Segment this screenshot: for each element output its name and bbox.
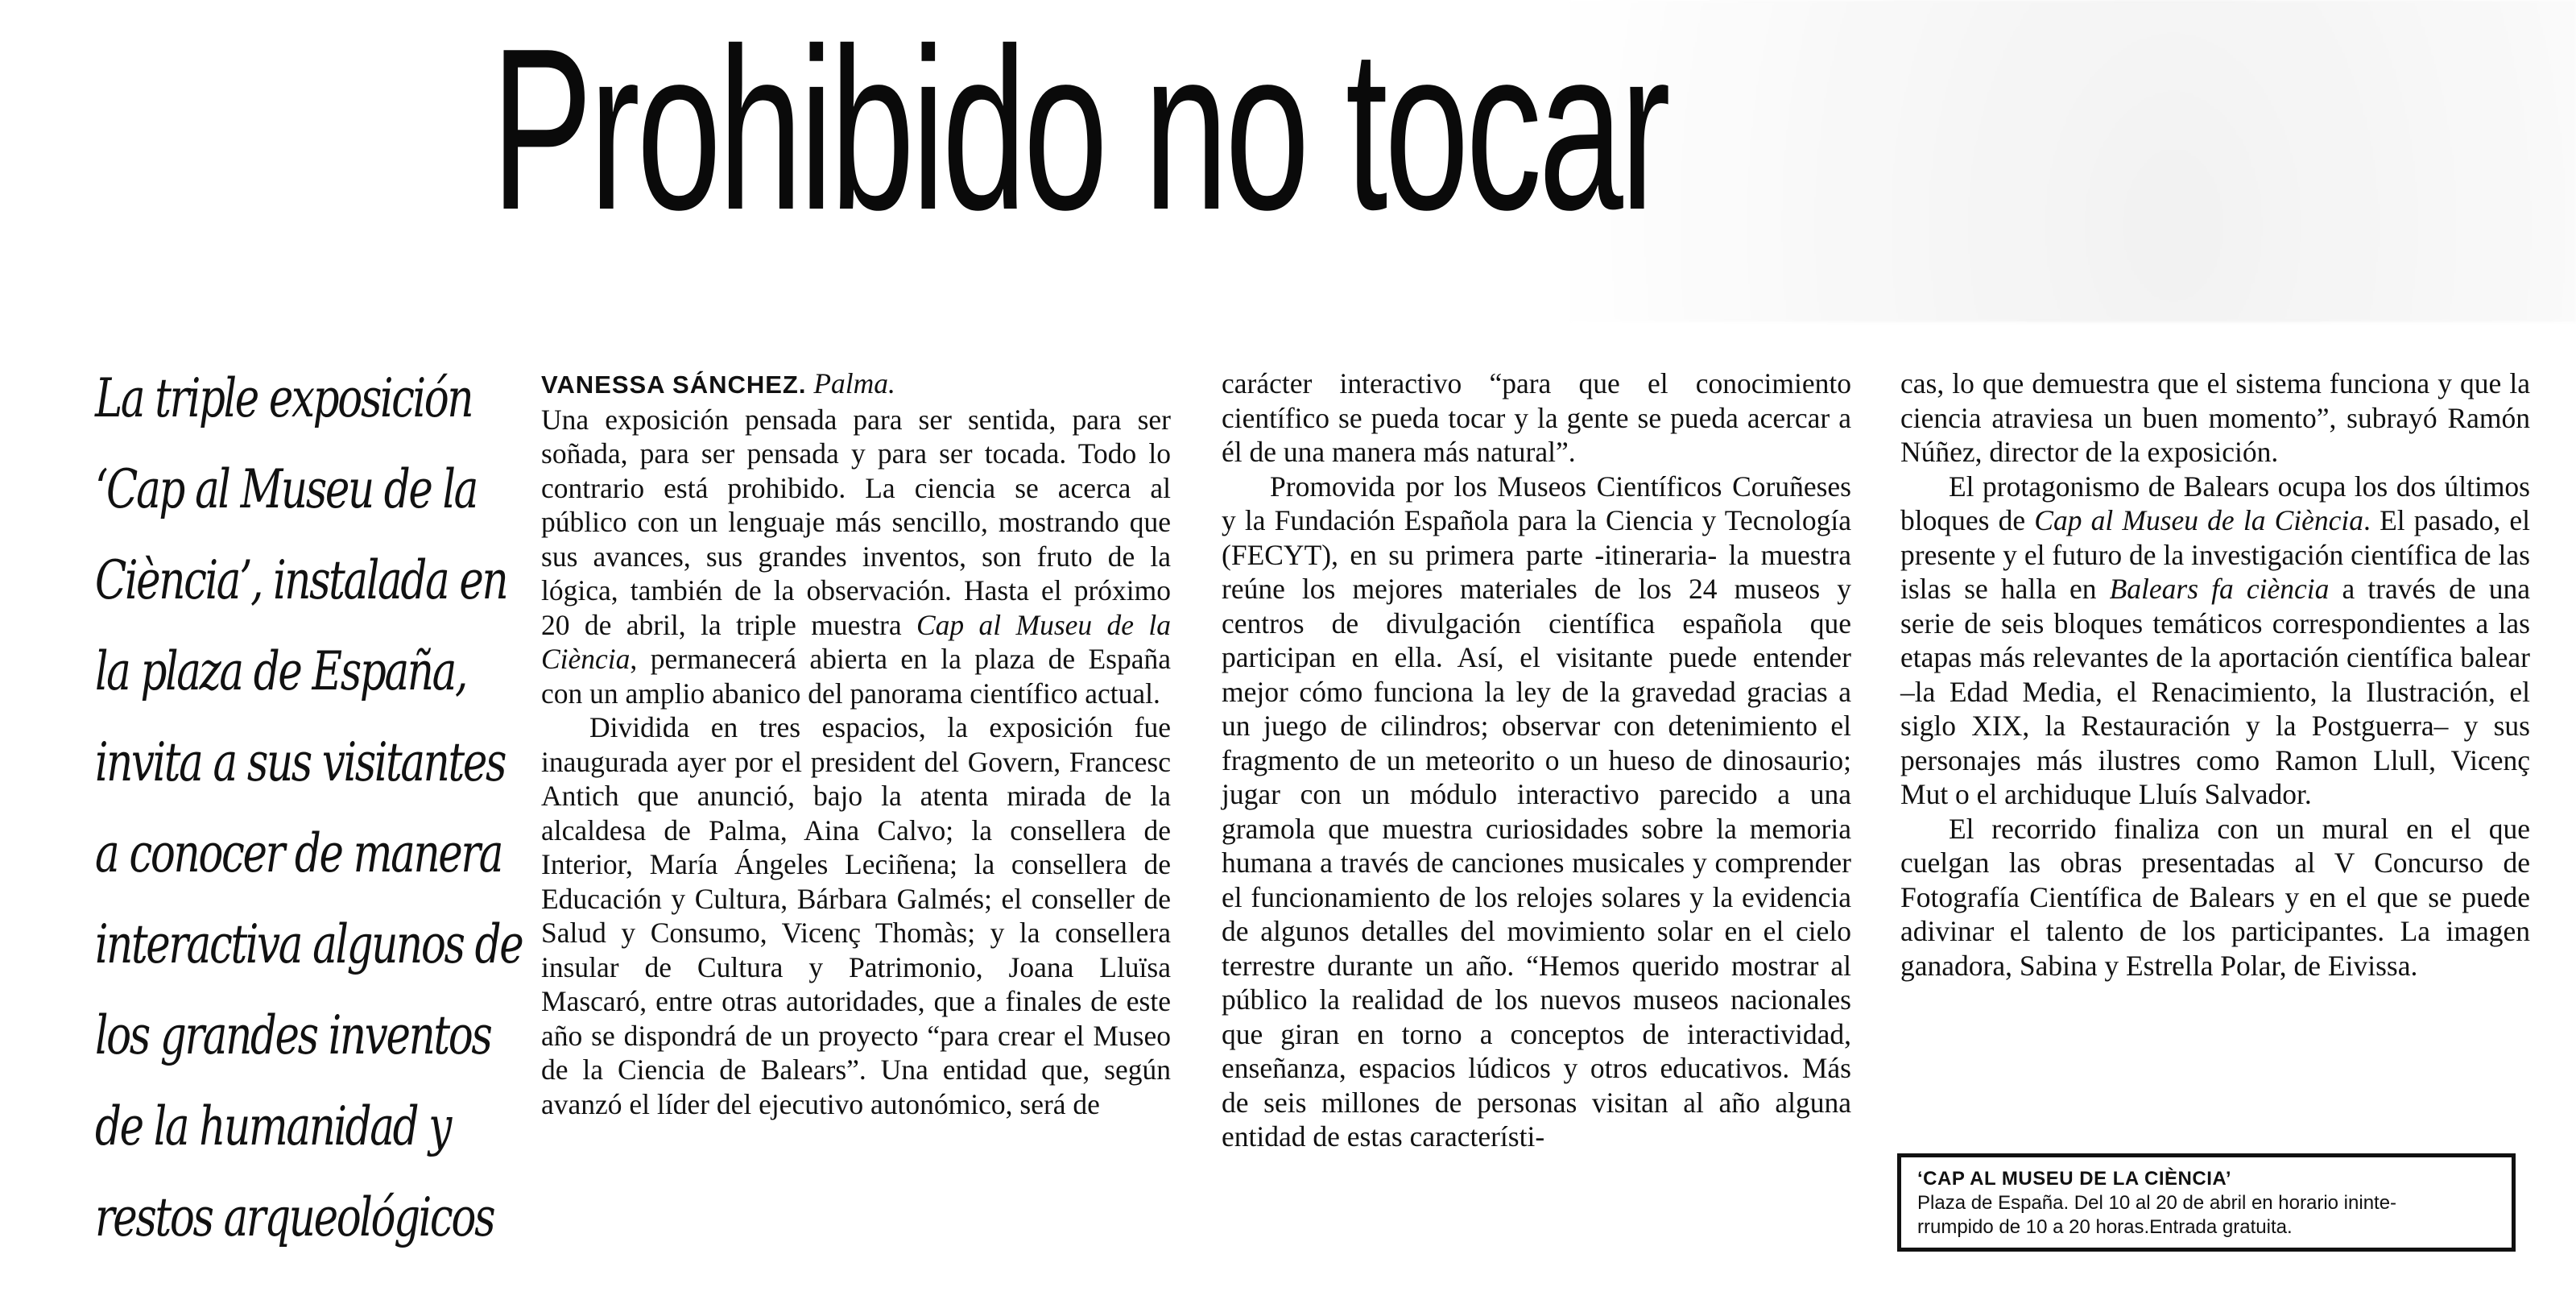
- article-column-1: [541, 366, 1171, 1121]
- info-box-line: rrumpido de 10 a 20 horas.Entrada gratuita.: [1917, 1216, 2293, 1238]
- lead-paragraph: [95, 353, 573, 1263]
- article-column-3: [1900, 366, 2530, 983]
- lead-line: invita a sus visitantes: [95, 731, 506, 793]
- byline-author: VANESSA SÁNCHEZ.: [541, 370, 807, 399]
- info-box: [1897, 1153, 2516, 1252]
- body-paragraph: [541, 403, 1171, 711]
- paragraph-text: El protagonismo de Balears ocupa los dos últimos bloques de: [1900, 470, 2530, 536]
- headline: Prohibido no tocar: [491, 0, 1668, 258]
- info-box-line: Plaza de España. Del 10 al 20 de abril en horario ininte-: [1917, 1192, 2397, 1214]
- lead-line: de la humanidad y: [95, 1095, 451, 1157]
- exhibition-title: Cap al Museu de la Ciència: [2034, 504, 2364, 536]
- body-paragraph: cas, lo que demuestra que el sistema funciona y que la ciencia atraviesa un buen momento”, subrayó Ramón Núñez, director de la exposición.: [1900, 367, 2530, 468]
- body-paragraph: [1900, 470, 2530, 812]
- info-box-title: ‘CAP AL MUSEU DE LA CIÈNCIA’: [1917, 1168, 2232, 1190]
- paragraph-text: , permanecerá abierta en la plaza de España con un amplio abanico del panorama científico actual.: [541, 643, 1171, 710]
- lead-line: Ciència’, instalada en: [95, 549, 507, 611]
- faded-photo: [1569, 0, 2576, 322]
- lead-line: La triple exposición: [95, 367, 473, 429]
- body-paragraph: Promovida por los Museos Científicos Coruñeses y la Fundación Española para la Ciencia y Tecnología (FECYT), en su primera parte -itineraria- la muestra reúne los mejores materiales de los 24 museos y centros de divulgación científica española que participan en ella. Así, el visitante puede entender mejor cómo funciona la ley de la gravedad gracias a un juego de cilindros; observar con detenimiento el fragmento de un meteorito o un hueso de dinosaurio; jugar con un módulo interactivo parecido a una gramola que muestra curiosidades sobre la memoria humana a través de canciones musicales y comprender el funcionamiento de los relojes solares y la evidencia de algunos detalles del movimiento solar en el cielo terrestre durante un año. “Hemos querido mostrar al público la realidad de los nuevos museos nacionales que giran en torno a conceptos de interactividad, enseñanza, espacios lúdicos y otros educativos. Más de seis millones de personas visitan al año alguna entidad de estas característi-: [1222, 470, 1851, 1153]
- lead-line: los grandes inventos: [95, 1004, 491, 1066]
- lead-line: restos arqueológicos: [95, 1186, 494, 1248]
- byline: [541, 366, 1171, 403]
- lead-line: la plaza de España,: [95, 640, 466, 702]
- article-column-2: [1222, 366, 1851, 1154]
- exhibition-title: Balears fa ciència: [2109, 573, 2330, 605]
- body-paragraph: El recorrido finaliza con un mural en el que cuelgan las obras presentadas al V Concurso de Fotografía Científica de Balears y en el que se puede adivinar el talento de los participantes. La imagen ganadora, Sabina y Estrella Polar, de Eivissa.: [1900, 812, 2530, 982]
- lead-line: a conocer de manera: [95, 822, 502, 884]
- paragraph-text: . El pasado, el presente y el futuro de la investigación científica de las islas se halla en: [1900, 504, 2530, 605]
- byline-place: Palma.: [813, 367, 895, 399]
- paragraph-text: Una exposición pensada para ser sentida, para ser soñada, para ser pensada y para ser tocada. Todo lo contrario está prohibido. La ciencia se acerca al público con un lenguaje más sencillo, mostrando que sus avances, sus grandes inventos, son fruto de la lógica, también de la observación. Hasta el próximo 20 de abril, la triple muestra: [541, 403, 1171, 641]
- body-paragraph: Dividida en tres espacios, la exposición fue inaugurada ayer por el president del Govern, Francesc Antich que anunció, bajo la atenta mirada de la alcaldesa de Palma, Aina Calvo; la consellera de Interior, María Ángeles Leciñena; la consellera de Educación y Cultura, Bárbara Galmés; el conseller de Salud y Consumo, Vicenç Thomàs; y la consellera insular de Cultura y Patrimonio, Joana Lluïsa Mascaró, entre otras autoridades, que a finales de este año se dispondrá de un proyecto “para crear el Museo de la Ciencia de Balears”. Una entidad que, según avanzó el líder del ejecutivo autonómico, será de: [541, 711, 1171, 1120]
- lead-line: interactiva algunos de: [95, 913, 523, 975]
- body-paragraph: carácter interactivo “para que el conocimiento científico se pueda tocar y la gente se pueda acercar a él de una manera más natural”.: [1222, 367, 1851, 468]
- lead-line: ‘Cap al Museu de la: [95, 458, 478, 520]
- exhibition-title: Cap al Museu de la Ciència: [541, 608, 1171, 675]
- paragraph-text: a través de una serie de seis bloques temáticos correspondientes a las etapas más relevantes de la aportación científica balear –la Edad Media, el Renacimiento, la Ilustración, el siglo XIX, la Restauración y la Postguerra– y sus personajes más ilustres como Ramon Llull, Vicenç Mut o el archiduque Lluís Salvador.: [1900, 573, 2531, 810]
